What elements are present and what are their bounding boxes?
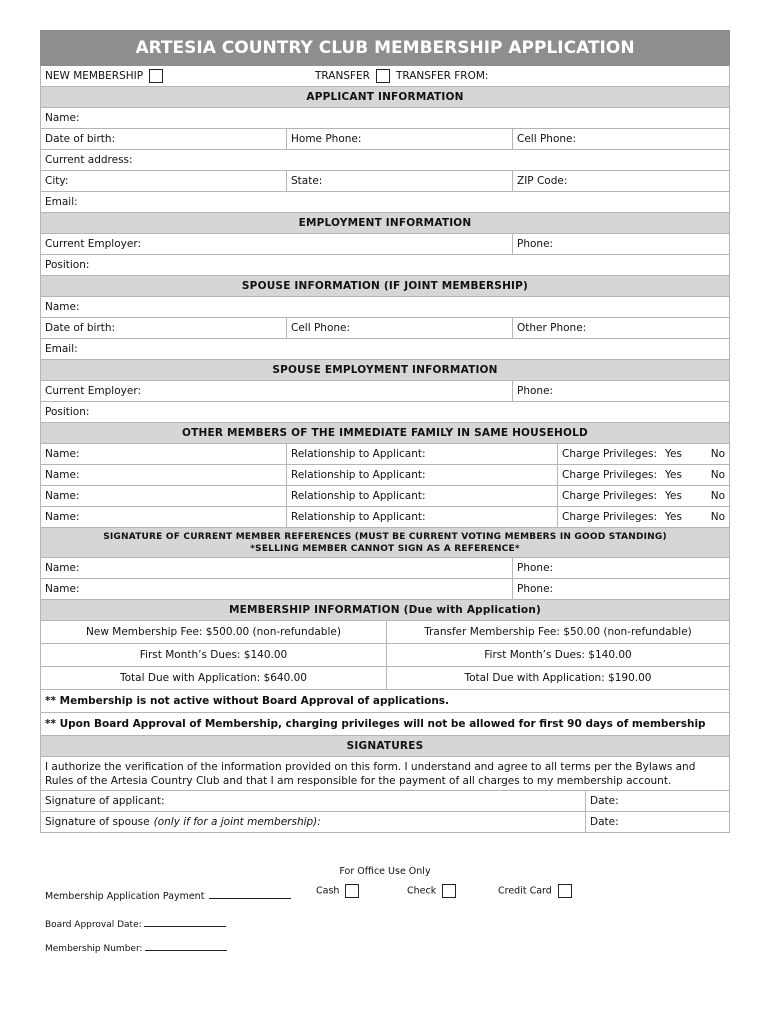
credit-card-checkbox[interactable]	[558, 884, 572, 898]
cash-label: Cash	[316, 885, 340, 897]
employment-header	[40, 213, 730, 234]
transfer-from-field[interactable]: TRANSFER FROM:	[395, 70, 489, 82]
new-membership-checkbox[interactable]	[149, 69, 163, 83]
applicant-email-row[interactable]	[40, 192, 730, 213]
employer-row	[40, 234, 730, 255]
charge-no-option[interactable]: No	[710, 448, 725, 460]
note-charging-privileges-text: ** Upon Board Approval of Membership, charging privileges will not be allowed for first 90 days of membership	[45, 718, 706, 730]
authorization-text: I authorize the verification of the information provided on this form. I understand and agree to all terms per the Bylaws and Rules of the Artesia Country Club and that I am responsible for the payment of all charges to my membership account.	[45, 760, 696, 787]
applicant-home-phone-field[interactable]: Home Phone:	[286, 129, 512, 149]
membership-number-line[interactable]	[145, 940, 227, 951]
membership-type-row	[40, 66, 730, 87]
references-header	[40, 528, 730, 558]
references-header-text	[41, 528, 729, 557]
reference-row	[40, 558, 730, 579]
check-checkbox[interactable]	[442, 884, 456, 898]
spouse-position-row[interactable]	[40, 402, 730, 423]
authorization-row	[40, 757, 730, 791]
form-title-text: ARTESIA COUNTRY CLUB MEMBERSHIP APPLICATION	[135, 38, 635, 58]
applicant-zip-field[interactable]: ZIP Code:	[512, 171, 729, 191]
spouse-name-row[interactable]	[40, 297, 730, 318]
applicant-header	[40, 87, 730, 108]
spouse-header	[40, 276, 730, 297]
signatures-header-text: SIGNATURES	[346, 740, 424, 752]
signatures-header	[40, 736, 730, 757]
spouse-dob-field[interactable]: Date of birth:	[45, 322, 116, 334]
membership-form	[40, 30, 730, 833]
membership-header-text: MEMBERSHIP INFORMATION (Due with Application)	[228, 604, 541, 616]
applicant-phone-row	[40, 129, 730, 150]
family-name-field[interactable]: Name:	[45, 511, 80, 523]
membership-header	[40, 600, 730, 621]
employer-phone-field[interactable]: Phone:	[512, 234, 729, 254]
reference-phone-field[interactable]: Phone:	[512, 558, 729, 578]
charge-privileges-label: Charge Privileges:	[557, 507, 661, 527]
spouse-employer-row	[40, 381, 730, 402]
charge-yes-option[interactable]: Yes	[665, 511, 682, 523]
membership-number-row	[40, 940, 730, 954]
family-name-field[interactable]: Name:	[45, 490, 80, 502]
applicant-name-field[interactable]: Name:	[45, 112, 80, 124]
transfer-option	[311, 66, 729, 86]
payment-label: Membership Application Payment	[45, 891, 205, 902]
charge-yes-option[interactable]: Yes	[665, 469, 682, 481]
charge-privileges-label: Charge Privileges:	[557, 465, 661, 485]
family-relationship-field[interactable]: Relationship to Applicant:	[286, 486, 557, 506]
board-approval-line[interactable]	[144, 916, 226, 927]
note-charging-privileges	[40, 713, 730, 736]
applicant-cell-phone-field[interactable]: Cell Phone:	[512, 129, 729, 149]
employer-field[interactable]: Current Employer:	[45, 238, 141, 250]
family-header-text: OTHER MEMBERS OF THE IMMEDIATE FAMILY IN SAME HOUSEHOLD	[182, 427, 588, 439]
payment-line[interactable]	[209, 888, 291, 899]
spouse-signature-field[interactable]	[41, 812, 585, 832]
position-row[interactable]	[40, 255, 730, 276]
reference-name-field[interactable]: Name:	[45, 583, 80, 595]
transfer-label: TRANSFER	[315, 70, 370, 82]
check-label: Check	[407, 885, 437, 897]
references-header-line2: *SELLING MEMBER CANNOT SIGN AS A REFERENCE*	[250, 543, 520, 554]
applicant-dob-field[interactable]: Date of birth:	[45, 133, 116, 145]
family-name-field[interactable]: Name:	[45, 469, 80, 481]
spouse-other-phone-field[interactable]: Other Phone:	[512, 318, 729, 338]
note-board-approval	[40, 690, 730, 713]
spouse-employer-phone-field[interactable]: Phone:	[512, 381, 729, 401]
check-option[interactable]	[407, 884, 456, 898]
spouse-signature-label: Signature of spouse	[45, 816, 150, 828]
spouse-signature-row	[40, 812, 730, 833]
charge-privileges-label: Charge Privileges:	[557, 444, 661, 464]
spouse-date-field[interactable]: Date:	[585, 812, 729, 832]
office-payment-row	[40, 884, 730, 902]
new-membership-option[interactable]	[41, 66, 311, 86]
new-first-month-dues: First Month’s Dues: $140.00	[139, 649, 288, 661]
family-row	[40, 507, 730, 528]
new-total-due: Total Due with Application: $640.00	[120, 672, 307, 684]
transfer-membership-fee: Transfer Membership Fee: $50.00 (non-refundable)	[386, 621, 729, 643]
transfer-first-month-dues: First Month’s Dues: $140.00	[386, 644, 729, 666]
transfer-checkbox[interactable]	[376, 69, 390, 83]
transfer-total-due: Total Due with Application: $190.00	[386, 667, 729, 689]
cash-option[interactable]	[316, 884, 359, 898]
new-membership-fee: New Membership Fee: $500.00 (non-refundable)	[86, 626, 341, 638]
spouse-employment-header	[40, 360, 730, 381]
applicant-header-text: APPLICANT INFORMATION	[306, 91, 464, 103]
applicant-email-field[interactable]: Email:	[45, 196, 78, 208]
board-approval-row	[40, 916, 730, 930]
spouse-name-field[interactable]: Name:	[45, 301, 80, 313]
form-title	[40, 30, 730, 66]
applicant-date-field[interactable]: Date:	[585, 791, 729, 811]
charge-no-option[interactable]: No	[710, 490, 725, 502]
credit-card-option[interactable]	[498, 884, 572, 898]
membership-number-label: Membership Number:	[45, 944, 143, 954]
spouse-header-text: SPOUSE INFORMATION (IF JOINT MEMBERSHIP)	[241, 280, 529, 292]
office-use-title-text: For Office Use Only	[339, 866, 431, 877]
family-header	[40, 423, 730, 444]
family-row	[40, 486, 730, 507]
family-name-field[interactable]: Name:	[45, 448, 80, 460]
reference-name-field[interactable]: Name:	[45, 562, 80, 574]
charge-no-option[interactable]: No	[710, 511, 725, 523]
applicant-name-row[interactable]	[40, 108, 730, 129]
applicant-state-field[interactable]: State:	[286, 171, 512, 191]
family-row	[40, 444, 730, 465]
applicant-signature-field[interactable]: Signature of applicant:	[45, 795, 165, 807]
spouse-position-field[interactable]: Position:	[45, 406, 90, 418]
family-relationship-field[interactable]: Relationship to Applicant:	[286, 507, 557, 527]
employment-header-text: EMPLOYMENT INFORMATION	[298, 217, 472, 229]
fee-row	[40, 621, 730, 644]
credit-card-label: Credit Card	[498, 885, 552, 897]
applicant-address-row[interactable]	[40, 150, 730, 171]
cash-checkbox[interactable]	[345, 884, 359, 898]
family-row	[40, 465, 730, 486]
applicant-city-field[interactable]: City:	[45, 175, 69, 187]
spouse-phone-row	[40, 318, 730, 339]
spouse-email-row[interactable]	[40, 339, 730, 360]
charge-privileges-label: Charge Privileges:	[557, 486, 661, 506]
board-approval-label: Board Approval Date:	[45, 920, 142, 930]
family-relationship-field[interactable]: Relationship to Applicant:	[286, 444, 557, 464]
payment-field[interactable]	[45, 888, 291, 902]
spouse-employer-field[interactable]: Current Employer:	[45, 385, 141, 397]
charge-yes-option[interactable]: Yes	[665, 490, 682, 502]
reference-row	[40, 579, 730, 600]
total-row	[40, 667, 730, 690]
position-field[interactable]: Position:	[45, 259, 90, 271]
note-board-approval-text: ** Membership is not active without Board Approval of applications.	[45, 695, 450, 707]
dues-row	[40, 644, 730, 667]
references-header-line1: SIGNATURE OF CURRENT MEMBER REFERENCES (MUST BE CURRENT VOTING MEMBERS IN GOOD STANDING)	[103, 531, 667, 542]
reference-phone-field[interactable]: Phone:	[512, 579, 729, 599]
charge-yes-option[interactable]: Yes	[665, 448, 682, 460]
spouse-email-field[interactable]: Email:	[45, 343, 78, 355]
applicant-city-row	[40, 171, 730, 192]
office-use-title	[40, 866, 730, 877]
applicant-signature-row	[40, 791, 730, 812]
family-relationship-field[interactable]: Relationship to Applicant:	[286, 465, 557, 485]
new-membership-label: NEW MEMBERSHIP	[45, 70, 144, 82]
applicant-address-field[interactable]: Current address:	[45, 154, 133, 166]
spouse-signature-note: (only if for a joint membership):	[153, 816, 321, 828]
charge-no-option[interactable]: No	[710, 469, 725, 481]
spouse-cell-phone-field[interactable]: Cell Phone:	[286, 318, 512, 338]
spouse-employment-header-text: SPOUSE EMPLOYMENT INFORMATION	[272, 364, 498, 376]
